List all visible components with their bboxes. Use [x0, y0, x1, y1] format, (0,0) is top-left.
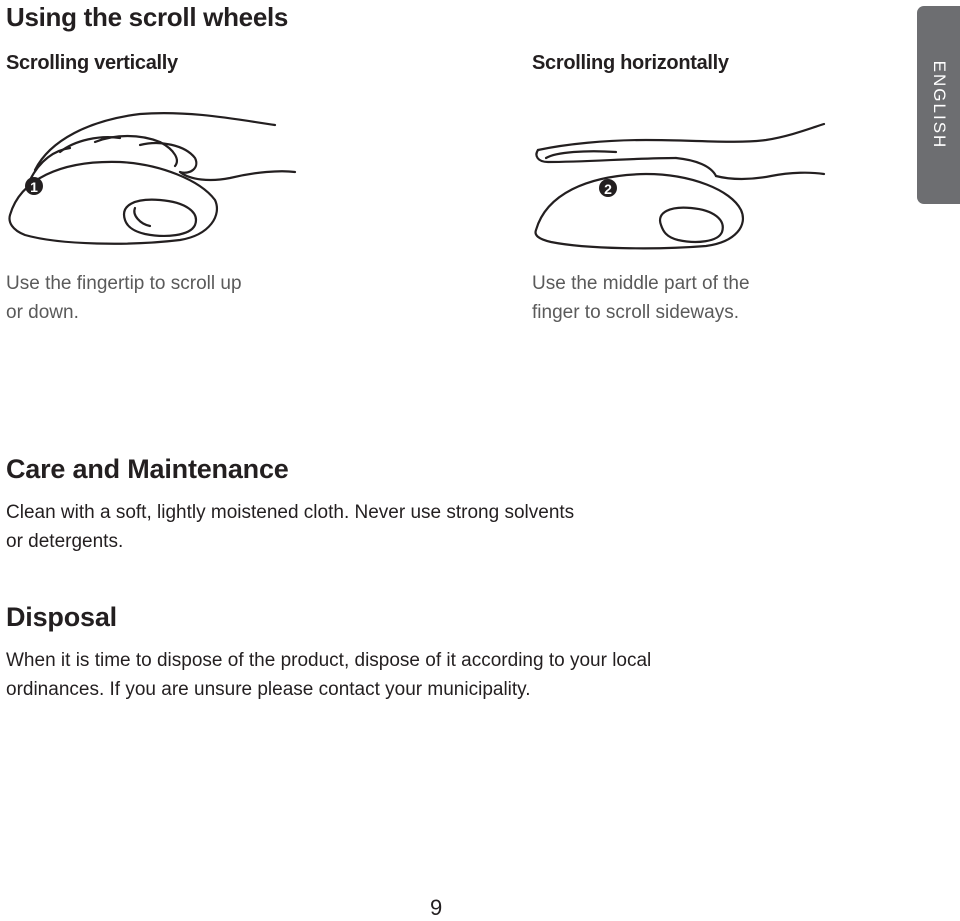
page-number: 9: [430, 895, 443, 920]
marker-1-label: 1: [30, 179, 38, 195]
thumb-outline: [124, 200, 196, 236]
horizontal-caption-line-2: finger to scroll sideways.: [532, 302, 739, 323]
disposal-line-1: When it is time to dispose of the product, dispose of it according to your local: [6, 650, 652, 671]
thumb-outline: [660, 208, 723, 242]
marker-2-label: 2: [604, 181, 612, 197]
hand-top-outline: [35, 113, 275, 170]
care-line-2: or detergents.: [6, 531, 124, 552]
page-title: Using the scroll wheels: [6, 2, 289, 32]
mouse-outline: [536, 174, 743, 248]
vertical-caption-line-2: or down.: [6, 302, 79, 323]
scrolling-horizontally-heading: Scrolling horizontally: [532, 52, 729, 74]
care-heading: Care and Maintenance: [6, 454, 289, 484]
horizontal-scroll-illustration: [526, 100, 826, 250]
care-line-1: Clean with a soft, lightly moistened cloth. Never use strong solvents: [6, 502, 575, 523]
vertical-caption-line-1: Use the fingertip to scroll up: [6, 273, 242, 294]
language-label: ENGLISH: [929, 60, 949, 150]
vertical-scroll-illustration: [0, 100, 300, 250]
scrolling-vertically-heading: Scrolling vertically: [6, 52, 178, 74]
horizontal-caption-line-1: Use the middle part of the: [532, 273, 750, 294]
disposal-heading: Disposal: [6, 602, 117, 632]
hand-top-outline: [538, 124, 824, 150]
language-tab: [917, 6, 960, 204]
disposal-line-2: ordinances. If you are unsure please contact your municipality.: [6, 679, 531, 700]
